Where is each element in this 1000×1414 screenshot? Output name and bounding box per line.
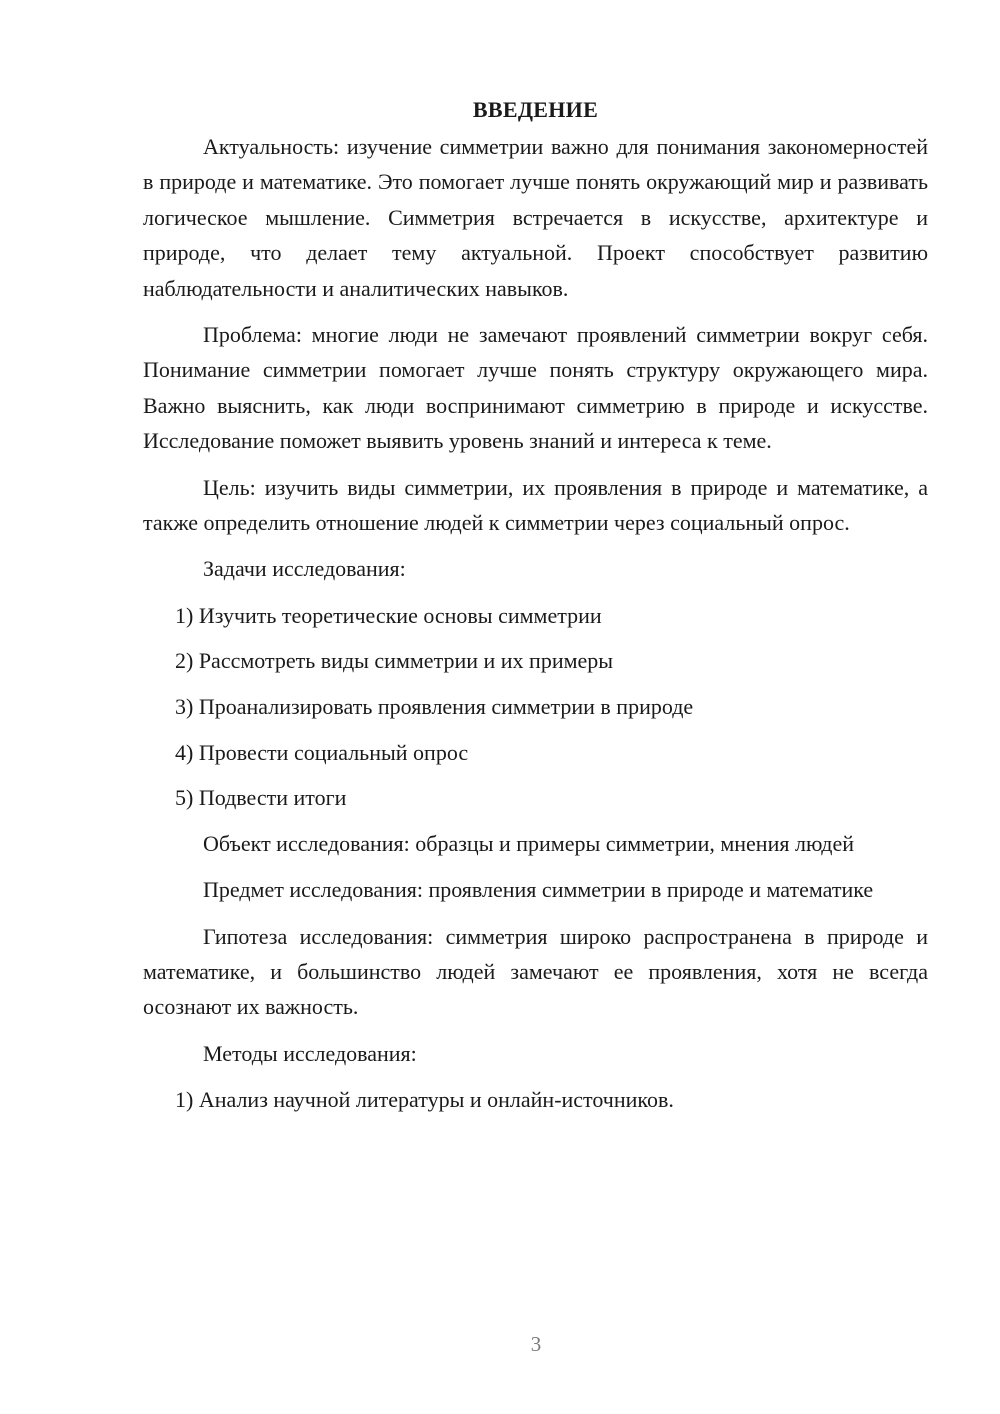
task-item-5: 5) Подвести итоги — [175, 785, 347, 811]
method-item-1: 1) Анализ научной литературы и онлайн-источников. — [175, 1087, 674, 1113]
task-item-1: 1) Изучить теоретические основы симметрии — [175, 602, 602, 628]
hypothesis-paragraph: Гипотеза исследования: симметрия широко распространена в природе и математике, и большинство людей замечают ее проявления, хотя не всегда осознают их важность. — [143, 923, 928, 1020]
tasks-heading: Задачи исследования: — [203, 556, 406, 582]
object-paragraph: Объект исследования: образцы и примеры симметрии, мнения людей — [203, 830, 854, 856]
problem-paragraph: Проблема: многие люди не замечают проявлений симметрии вокруг себя. Понимание симметрии помогает лучше понять структуру окружающего мира. Важно выяснить, как люди воспринимают симметрию в природе и искусстве. Исследование поможет выявить уровень знаний и интереса к теме. — [143, 322, 928, 454]
page-number: 3 — [530, 1332, 542, 1356]
methods-list — [143, 1082, 928, 1117]
document-page — [143, 92, 928, 1128]
relevance-paragraph: Актуальность: изучение симметрии важно для понимания закономерностей в природе и математике. Это помогает лучше понять окружающий мир и развивать логическое мышление. Симметрия встречается в искусстве, архитектуре и природе, что делает тему актуальной. Проект способствует развитию наблюдательности и аналитических навыков. — [143, 134, 928, 301]
task-item-3: 3) Проанализировать проявления симметрии в природе — [175, 694, 694, 720]
section-title: ВВЕДЕНИЕ — [472, 97, 599, 122]
subject-paragraph: Предмет исследования: проявления симметрии в природе и математике — [203, 877, 874, 903]
methods-heading: Методы исследования: — [203, 1040, 417, 1066]
task-item-4: 4) Провести социальный опрос — [175, 739, 469, 765]
tasks-list — [143, 598, 928, 815]
goal-paragraph: Цель: изучить виды симметрии, их проявления в природе и математике, а также определить отношение людей к симметрии через социальный опрос. — [143, 474, 928, 536]
task-item-2: 2) Рассмотреть виды симметрии и их примеры — [175, 648, 614, 674]
